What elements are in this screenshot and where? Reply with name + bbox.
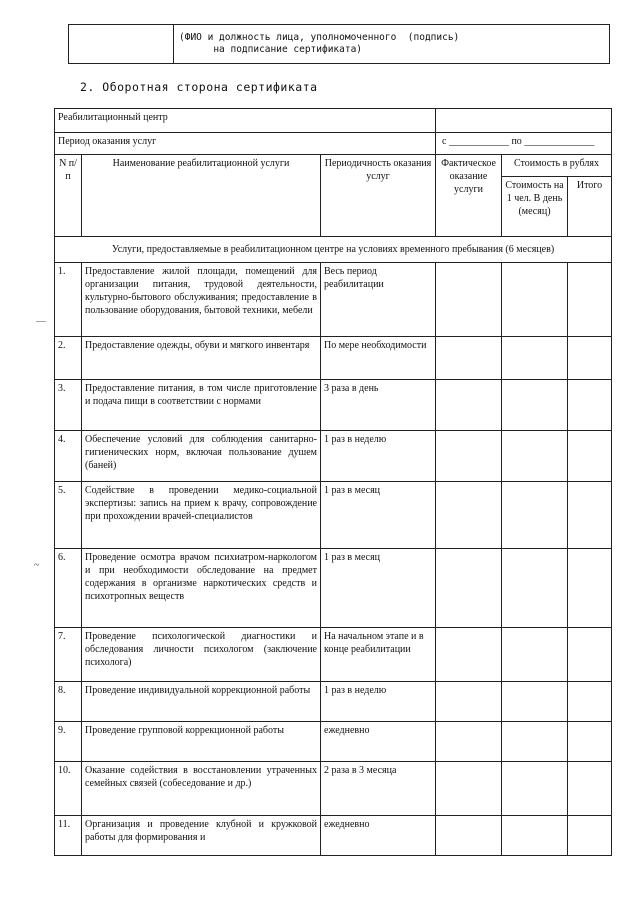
row-cost-cell[interactable] (502, 431, 568, 482)
period-from: с (442, 136, 447, 147)
row-actual-cell[interactable] (436, 263, 502, 337)
row-service-name: Предоставление жилой площади, помещений для организации питания, трудовой деятельности, культурно-бытового обслуживания; предоставление в пользование оборудования, бытовой техники, мебели (82, 263, 321, 337)
row-cost-cell[interactable] (502, 482, 568, 549)
row-num: 2. (55, 337, 82, 380)
row-num: 9. (55, 722, 82, 762)
row-num: 6. (55, 549, 82, 628)
row-periodicity: 1 раз в месяц (321, 482, 436, 549)
row-service-name: Оказание содействия в восстановлении утраченных семейных связей (собеседование и др.) (82, 762, 321, 816)
row-total-cell[interactable] (568, 816, 612, 856)
header-name: Наименование реабилитационной услуги (82, 155, 321, 237)
section-title: 2. Оборотная сторона сертификата (80, 80, 318, 94)
row-total-cell[interactable] (568, 682, 612, 722)
signature-box-divider (173, 25, 174, 63)
header-num: N п/п (55, 155, 82, 237)
row-total-cell[interactable] (568, 549, 612, 628)
row-periodicity: 2 раза в 3 месяца (321, 762, 436, 816)
signature-box (68, 24, 610, 64)
period-value[interactable] (436, 133, 612, 155)
row-num: 8. (55, 682, 82, 722)
row-total-cell[interactable] (568, 722, 612, 762)
table-row (55, 816, 612, 856)
row-periodicity: ежедневно (321, 816, 436, 856)
row-actual-cell[interactable] (436, 431, 502, 482)
signature-caption (179, 32, 599, 56)
row-cost-cell[interactable] (502, 682, 568, 722)
section-row-text: Услуги, предоставляемые в реабилитационном центре на условиях временного пребывания (6 месяцев) (55, 237, 612, 263)
table-row (55, 380, 612, 431)
row-periodicity: Весь период реабилитации (321, 263, 436, 337)
signature-caption-line2: на подписание сертификата) (179, 44, 363, 55)
row-actual-cell[interactable] (436, 816, 502, 856)
row-service-name: Проведение осмотра врачом психиатром-наркологом и при необходимости обследование на предмет содержания в организме наркотических средств и психотропных веществ (82, 549, 321, 628)
table-row (55, 762, 612, 816)
table-row (55, 722, 612, 762)
row-service-name: Проведение индивидуальной коррекционной работы (82, 682, 321, 722)
row-num: 11. (55, 816, 82, 856)
row-periodicity: 1 раз в неделю (321, 682, 436, 722)
header-periodicity: Периодичность оказания услуг (321, 155, 436, 237)
row-cost-cell[interactable] (502, 762, 568, 816)
header-row-1 (55, 155, 612, 177)
row-periodicity: 1 раз в месяц (321, 549, 436, 628)
services-table (54, 108, 612, 856)
table-row (55, 482, 612, 549)
row-num: 1. (55, 263, 82, 337)
row-total-cell[interactable] (568, 762, 612, 816)
row-cost-cell[interactable] (502, 337, 568, 380)
row-num: 3. (55, 380, 82, 431)
header-cost-per: Стоимость на 1 чел. В день (месяц) (502, 177, 568, 237)
row-total-cell[interactable] (568, 380, 612, 431)
row-cost-cell[interactable] (502, 263, 568, 337)
header-actual: Фактическое оказание услуги (436, 155, 502, 237)
table-row (55, 682, 612, 722)
row-total-cell[interactable] (568, 482, 612, 549)
signature-caption-line1: (ФИО и должность лица, уполномоченного (подпись) (179, 32, 460, 43)
row-periodicity: ежедневно (321, 722, 436, 762)
period-row (55, 133, 612, 155)
section-row (55, 237, 612, 263)
table-row (55, 628, 612, 682)
table-row (55, 431, 612, 482)
row-total-cell[interactable] (568, 628, 612, 682)
row-actual-cell[interactable] (436, 682, 502, 722)
margin-mark: — (36, 316, 46, 327)
row-actual-cell[interactable] (436, 722, 502, 762)
row-service-name: Проведение групповой коррекционной работы (82, 722, 321, 762)
row-cost-cell[interactable] (502, 722, 568, 762)
row-service-name: Обеспечение условий для соблюдения санитарно-гигиенических норм, включая пользование душем (баней) (82, 431, 321, 482)
row-periodicity: На начальном этапе и в конце реабилитации (321, 628, 436, 682)
header-total: Итого (568, 177, 612, 237)
row-num: 7. (55, 628, 82, 682)
row-periodicity: 1 раз в неделю (321, 431, 436, 482)
table-row (55, 263, 612, 337)
row-num: 5. (55, 482, 82, 549)
row-periodicity: 3 раза в день (321, 380, 436, 431)
row-actual-cell[interactable] (436, 549, 502, 628)
row-total-cell[interactable] (568, 431, 612, 482)
row-actual-cell[interactable] (436, 762, 502, 816)
center-value[interactable] (436, 109, 612, 133)
period-to-blank[interactable]: ______________ (524, 136, 595, 147)
row-actual-cell[interactable] (436, 628, 502, 682)
center-row (55, 109, 612, 133)
row-service-name: Организация и проведение клубной и кружковой работы для формирования и (82, 816, 321, 856)
row-cost-cell[interactable] (502, 628, 568, 682)
row-total-cell[interactable] (568, 263, 612, 337)
row-num: 4. (55, 431, 82, 482)
row-periodicity: По мере необходимости (321, 337, 436, 380)
table-row (55, 337, 612, 380)
period-label: Период оказания услуг (55, 133, 436, 155)
row-cost-cell[interactable] (502, 816, 568, 856)
row-total-cell[interactable] (568, 337, 612, 380)
period-from-blank[interactable]: ____________ (448, 136, 509, 147)
row-service-name: Содействие в проведении медико-социальной экспертизы: запись на прием к врачу, сопровождение при прохождении врачей-специалистов (82, 482, 321, 549)
row-actual-cell[interactable] (436, 482, 502, 549)
center-label: Реабилитационный центр (55, 109, 436, 133)
row-cost-cell[interactable] (502, 549, 568, 628)
row-cost-cell[interactable] (502, 380, 568, 431)
row-actual-cell[interactable] (436, 337, 502, 380)
row-num: 10. (55, 762, 82, 816)
period-to: по (511, 136, 522, 147)
table-row (55, 549, 612, 628)
row-service-name: Предоставление одежды, обуви и мягкого инвентаря (82, 337, 321, 380)
header-cost-group: Стоимость в рублях (502, 155, 612, 177)
margin-mark: ~ (34, 560, 40, 571)
row-service-name: Предоставление питания, в том числе приготовление и подача пищи в соответствии с нормами (82, 380, 321, 431)
row-service-name: Проведение психологической диагностики и обследования личности психологом (заключение психолога) (82, 628, 321, 682)
row-actual-cell[interactable] (436, 380, 502, 431)
